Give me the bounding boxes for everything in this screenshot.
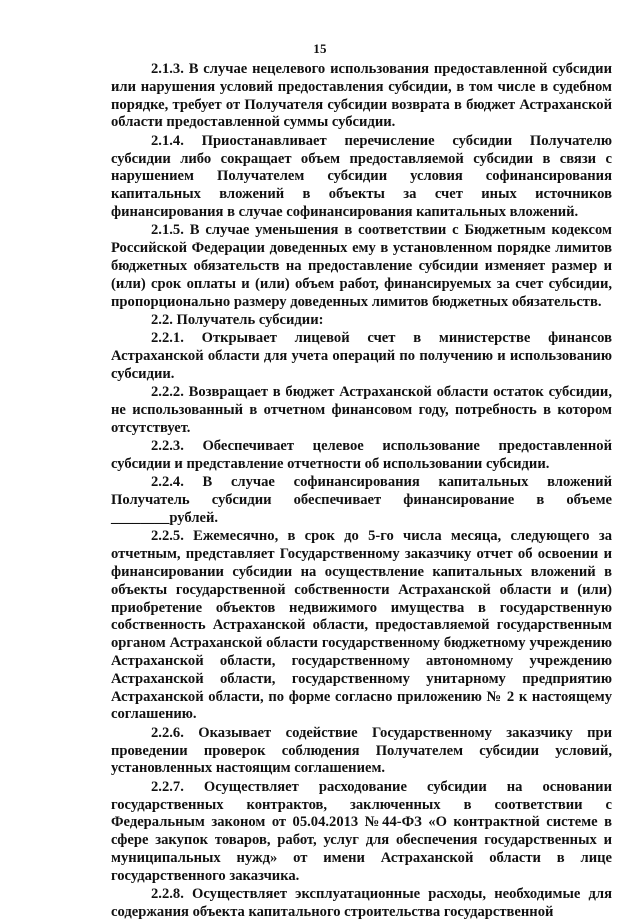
paragraph-2-2-7: 2.2.7. Осуществляет расходование субсидии на основании государственных контрактов, заключенных в соответствии с Федеральным законом от 05.04.2013 №44-ФЗ «О контрактной системе в сфере закупок товаров, работ, услуг для обеспечения государственных и муниципальных нужд» от имени Астраханской области в лице государственного заказчика. <box>111 778 612 884</box>
paragraph-2-1-5: 2.1.5. В случае уменьшения в соответствии с Бюджетным кодексом Российской Федерации доведенных ему в установленном порядке лимитов бюджетных обязательств на предоставление субсидии изменяет размер и (или) срок оплаты и (или) объем работ, финансируемых за счет субсидии, пропорционально размеру доведенных лимитов бюджетных обязательств. <box>111 222 612 310</box>
document-body <box>111 61 612 922</box>
paragraph-2-2-2: 2.2.2. Возвращает в бюджет Астраханской области остаток субсидии, не использованный в отчетном финансовом году, потребность в котором отсутствует. <box>111 384 612 436</box>
paragraph-2-2-6: 2.2.6. Оказывает содействие Государственному заказчику при проведении проверок соблюдения Получателем субсидии условий, установленных настоящим соглашением. <box>111 724 612 777</box>
paragraph-2-2-5: 2.2.5. Ежемесячно, в срок до 5-го числа месяца, следующего за отчетным, представляет Государственному заказчику отчет об освоении и финансировании субсидии на осуществление капитальных вложений в объекты государственной собственности Астраханской области и (или) приобретение объектов недвижимого имущества в государственную собственность Астраханской области, предоставляемой государственным органом Астраханской области государственному бюджетному учреждению Астраханской области, государственному автономному учреждению Астраханской области, государственному унитарному предприятию Астраханской области, по форме согласно приложению № 2 к настоящему соглашению. <box>111 528 612 723</box>
paragraph-2-1-3: 2.1.3. В случае нецелевого использования предоставленной субсидии или нарушения условий предоставления субсидии, в том числе в судебном порядке, требует от Получателя субсидии возврата в бюджет Астраханской области предоставленной суммы субсидии. <box>111 61 612 131</box>
page-number: 15 <box>313 41 327 56</box>
paragraph-2-2-8: 2.2.8. Осуществляет эксплуатационные расходы, необходимые для содержания объекта капитального строительства государственной <box>111 886 612 920</box>
paragraph-2-2-3: 2.2.3. Обеспечивает целевое использование предоставленной субсидии и представление отчетности об использовании субсидии. <box>111 438 612 473</box>
paragraph-2-1-4: 2.1.4. Приостанавливает перечисление субсидии Получателю субсидии либо сокращает объем предоставляемой субсидии в связи с нарушением Получателем субсидии условия софинансирования капитальных вложений в объекты за счет иных источников финансирования в случае софинансирования капитальных вложений. <box>111 132 612 220</box>
paragraph-2-2-1: 2.2.1. Открывает лицевой счет в министерстве финансов Астраханской области для учета операций по получению и использованию субсидии. <box>111 330 612 382</box>
section-heading-2-2: 2.2. Получатель субсидии: <box>151 311 324 328</box>
paragraph-2-2-4: 2.2.4. В случае софинансирования капитальных вложений Получатель субсидии обеспечивает финансирование в объеме ________рублей. <box>111 474 612 527</box>
